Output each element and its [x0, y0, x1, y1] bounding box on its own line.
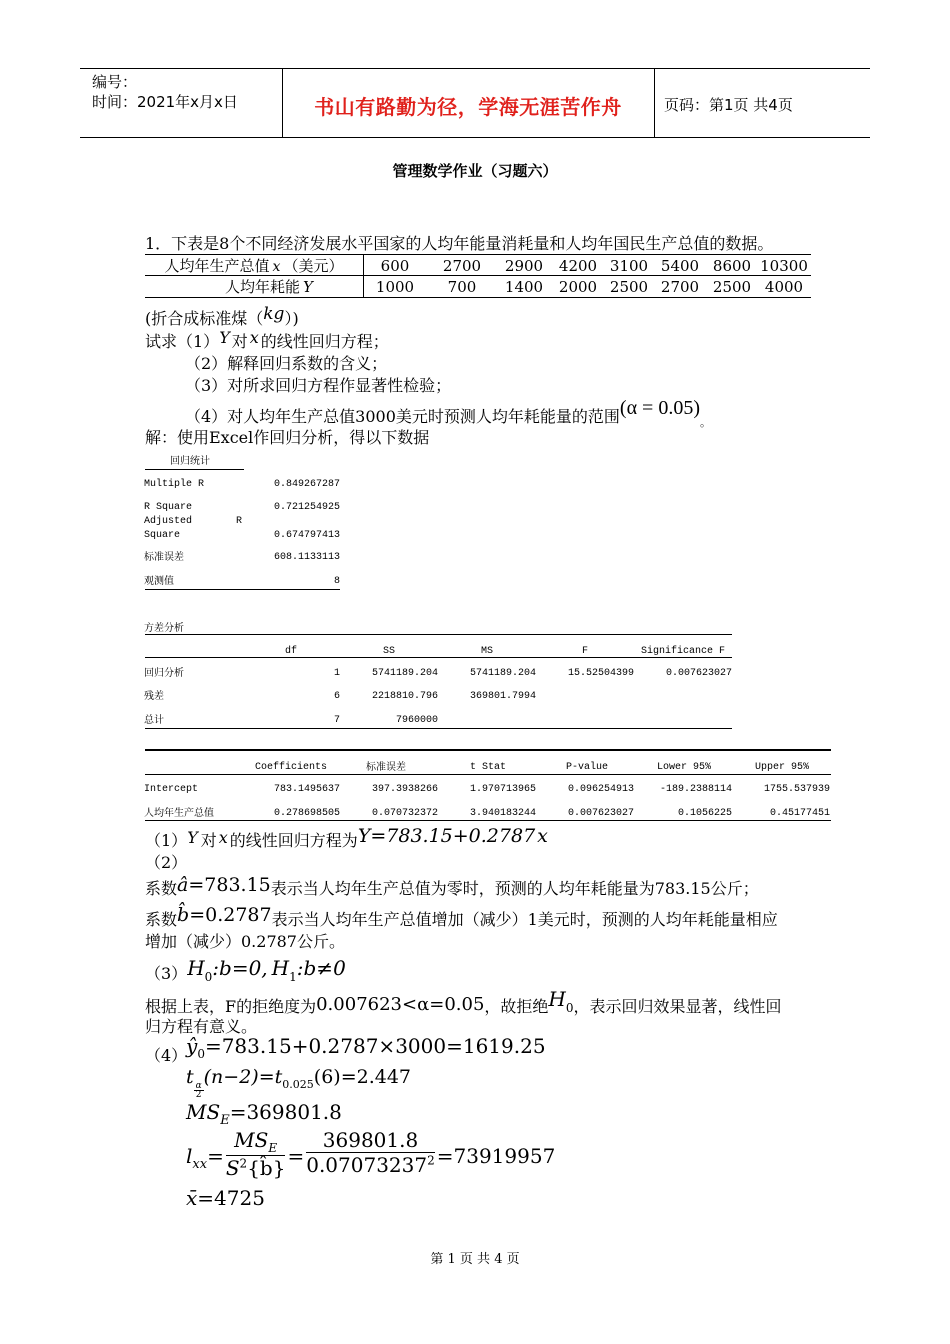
table-cell: 2700: [660, 277, 700, 296]
anova-title: 方差分析: [144, 623, 184, 634]
anova-row-label: 总计: [144, 715, 164, 726]
anova-col-header: df: [285, 646, 298, 657]
answer-3-hypotheses: $(3)H_0:b=0$, $H_1:b\ne 0$: [145, 956, 346, 985]
answer-2-a: 系数â=783.15表示当人均年生产总值为零时，预测的人均年耗能量为783.15公斤；: [145, 874, 759, 898]
table-bottom-rule: [145, 297, 811, 298]
question-4: （4）对人均年生产总值3000美元时预测人均年耗能量的范围$(\alpha = 0.05)_。$: [185, 397, 711, 429]
stat-label: Square: [144, 530, 181, 541]
coef-cell: 3.940183244: [469, 808, 536, 819]
header-divider: [654, 69, 655, 137]
anova-col-header: Significance F: [641, 646, 726, 657]
coef-cell: 0.007623027: [567, 808, 634, 819]
coef-cell: 0.45177451: [769, 808, 830, 819]
table-cell: 3100: [609, 256, 649, 275]
doc-date-label: 时间：2021年x月x日: [92, 93, 238, 111]
page-header: [80, 68, 870, 138]
solution-intro: 解：使用Excel作回归分析，得以下数据: [145, 428, 430, 447]
anova-col-header: MS: [481, 646, 494, 657]
coef-cell: 1.970713965: [469, 784, 536, 795]
answer-3-text-cont: 归方程有意义。: [145, 1017, 258, 1036]
coef-header-rule: [145, 774, 831, 775]
stat-value: 8: [333, 576, 340, 587]
stat-label: Multiple R: [144, 479, 205, 490]
table-cell: 2500: [712, 277, 752, 296]
equation-lxx: $l_{xx}=$ $MS_E$ $S^2\{b̂\}$ = $\frac{369801.8}{0.07073237^2}$ =73919957: [186, 1128, 556, 1180]
table-cell: 4000: [764, 277, 804, 296]
table-cell: 10300: [760, 256, 808, 275]
answer-2-b-cont: 增加（减少）0.2787公斤。: [145, 932, 345, 951]
coef-row-label: Intercept: [144, 784, 199, 795]
stat-label: 标准误差: [144, 552, 184, 563]
doc-number-label: 编号：: [92, 73, 138, 91]
anova-cell: 1: [333, 668, 340, 679]
coef-cell: 0.1056225: [677, 808, 732, 819]
table-cell: 700: [447, 277, 477, 296]
coef-cell: 783.1495637: [273, 784, 340, 795]
equation-y0: $ŷ_0=783.15+0.2787\times 3000=1619.25$: [186, 1034, 546, 1061]
table-cell: 2500: [609, 277, 649, 296]
coef-bottom-rule: [145, 820, 831, 821]
answer-2-label: （2）: [145, 853, 188, 872]
answer-2-b: 系数b̂=0.2787表示当人均年生产总值增加（减少）1美元时，预测的人均年耗能量相应: [145, 904, 778, 929]
stat-value: 0.674797413: [274, 530, 341, 541]
table-cell: 1000: [375, 277, 415, 296]
table-cell: 1400: [504, 277, 544, 296]
coef-top-rule: [145, 749, 831, 751]
stat-label: R: [236, 516, 243, 527]
anova-row-label: 残差: [144, 691, 164, 702]
anova-col-header: SS: [383, 646, 396, 657]
table-cell: 600: [380, 256, 410, 275]
table-cell: 5400: [660, 256, 700, 275]
header-page-info: 页码：第1页 共4页: [664, 96, 793, 114]
coef-col-header: Lower 95%: [657, 762, 712, 773]
equation-t: t $\frac{\alpha}{2}$ $(n-2)=t_{0.025}(6)=2.447$: [186, 1066, 412, 1100]
problem-intro: 1．下表是8个不同经济发展水平国家的人均年能量消耗量和人均年国民生产总值的数据。: [145, 234, 774, 253]
equation-mse: $MS_E=369801.8$: [186, 1100, 342, 1128]
anova-top-rule: [145, 634, 732, 635]
row-label-gdp: 人均年生产总值 x （美元）: [164, 257, 344, 275]
table-cell: 2700: [442, 256, 482, 275]
coef-col-header: P-value: [566, 762, 609, 773]
header-meta: [92, 72, 238, 112]
stat-value: 0.849267287: [274, 479, 341, 490]
row-label-energy: 人均年耗能 Y: [225, 278, 313, 296]
anova-header-rule: [145, 657, 732, 658]
table-cell: 2900: [504, 256, 544, 275]
stat-value: 0.721254925: [274, 502, 341, 513]
header-motto: 书山有路勤为径，学海无涯苦作舟: [314, 95, 622, 119]
stats-bottom-rule: [145, 589, 340, 590]
regression-stats-header: 回归统计: [170, 456, 210, 467]
coef-col-header: t Stat: [470, 762, 507, 773]
table-cell: 4200: [558, 256, 598, 275]
table-cell: 8600: [712, 256, 752, 275]
coef-col-header: Coefficients: [255, 762, 328, 773]
coef-col-header: 标准误差: [366, 762, 406, 773]
table-row: [145, 255, 811, 276]
coef-cell: -189.2388114: [659, 784, 732, 795]
stat-value: 608.1133113: [274, 552, 341, 563]
anova-cell: 0.007623027: [665, 668, 732, 679]
answer-3-text: 根据上表，F的拒绝度为0.007623<α=0.05，故拒绝$H_0$，表示回归效果显著，线性回: [145, 987, 782, 1016]
anova-cell: 369801.7994: [469, 691, 536, 702]
stats-header-rule: [145, 469, 244, 470]
anova-cell: 7960000: [395, 715, 438, 726]
coef-cell: 0.278698505: [273, 808, 340, 819]
anova-cell: 5741189.204: [371, 668, 438, 679]
answer-4-label: （4）: [145, 1046, 188, 1065]
anova-bottom-rule: [145, 728, 732, 729]
equation-xbar: x̄=4725: [186, 1186, 265, 1210]
table-cell: 2000: [558, 277, 598, 296]
anova-cell: 2218810.796: [371, 691, 438, 702]
stat-label: 观测值: [144, 576, 174, 587]
coef-cell: 0.070732372: [371, 808, 438, 819]
anova-cell: 7: [333, 715, 340, 726]
question-1: 试求（1）Y 对 x 的线性回归方程；: [145, 328, 389, 351]
page-title: 管理数学作业（习题六）: [392, 162, 558, 180]
anova-cell: 6: [333, 691, 340, 702]
question-3: （3）对所求回归方程作显著性检验；: [185, 376, 452, 395]
stat-label: Adjusted: [144, 516, 193, 527]
answer-1: （1）Y 对 x 的线性回归方程为Y=783.15+0.2787 x: [145, 825, 548, 850]
coef-col-header: Upper 95%: [755, 762, 810, 773]
stat-label: R Square: [144, 502, 193, 513]
table-row: [145, 276, 811, 297]
anova-col-header: F: [582, 646, 589, 657]
coef-cell: 0.096254913: [567, 784, 634, 795]
coef-row-label: 人均年生产总值: [144, 808, 214, 819]
anova-cell: 5741189.204: [469, 668, 536, 679]
coef-cell: 397.3938266: [371, 784, 438, 795]
page-footer: 第 1 页 共 4 页: [430, 1252, 520, 1267]
coef-cell: 1755.537939: [763, 784, 830, 795]
anova-cell: 15.52504399: [567, 668, 634, 679]
anova-row-label: 回归分析: [144, 668, 184, 679]
question-2: （2）解释回归系数的含义；: [185, 354, 388, 373]
unit-note: (折合成标准煤（kg）): [145, 304, 299, 328]
